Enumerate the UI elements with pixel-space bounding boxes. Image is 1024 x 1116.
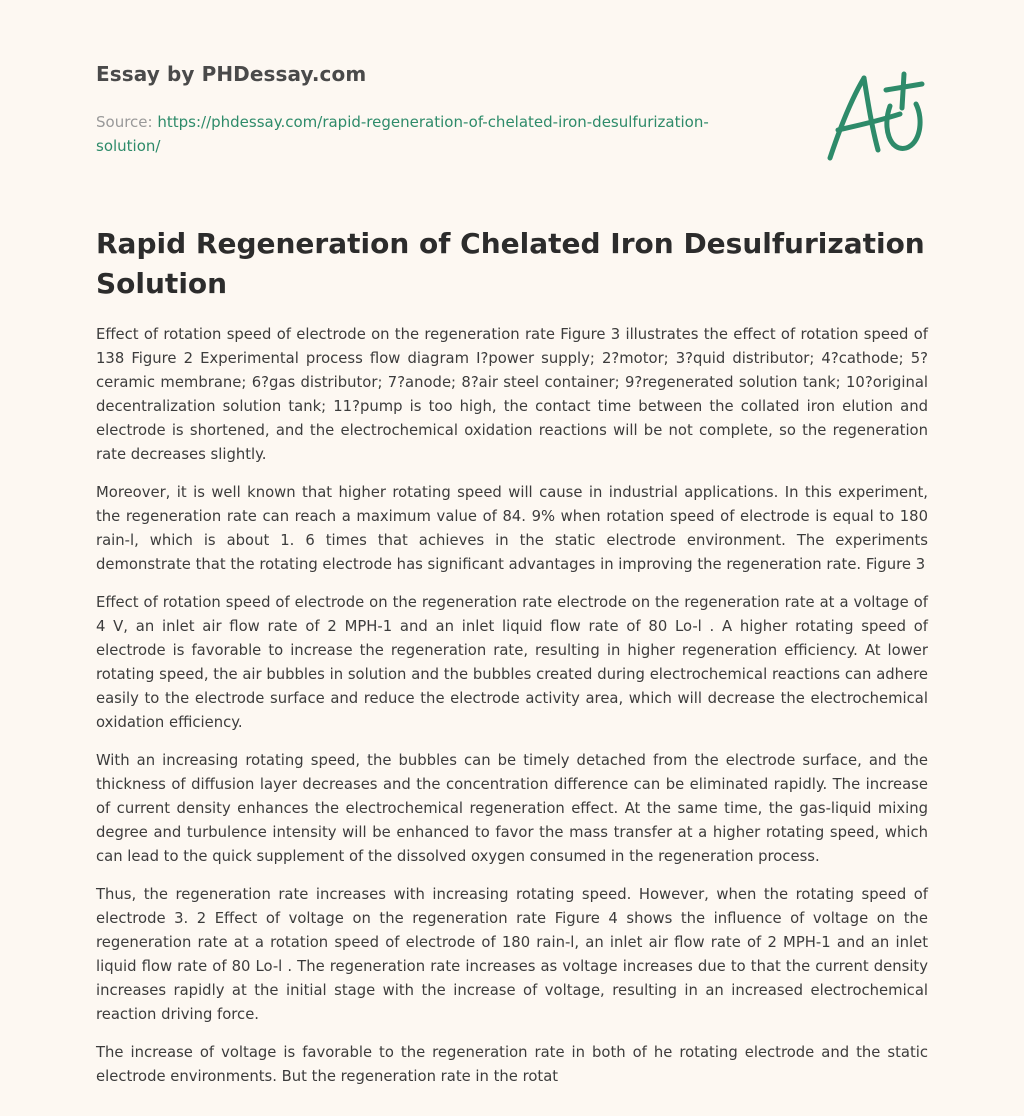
document-title: Rapid Regeneration of Chelated Iron Desulfurization Solution xyxy=(96,227,925,300)
paragraph: Effect of rotation speed of electrode on the regeneration rate electrode on the regeneration rate at a voltage of 4 V, an inlet air flow rate of 2 MPH-1 and an inlet liquid flow rate of 80 Lo-l . A higher rotating speed of electrode is favorable to increase the regeneration rate, resulting in higher regeneration efficiency. At lower rotating speed, the air bubbles in solution and the bubbles created during electrochemical reactions can adhere easily to the electrode surface and reduce the electrode activity area, which will decrease the electrochemical oxidation efficiency. xyxy=(96,594,928,731)
a-plus-logo-icon xyxy=(820,68,930,164)
paragraph: The increase of voltage is favorable to the regeneration rate in both of he rotating electrode and the static electrode environments. But the regeneration rate in the rotat xyxy=(96,1044,928,1085)
source-label: Source: xyxy=(96,113,153,131)
document-body xyxy=(96,323,928,1103)
paragraph: Moreover, it is well known that higher rotating speed will cause in industrial applications. In this experiment, the regeneration rate can reach a maximum value of 84. 9% when rotation speed of electrode is equal to 180 rain-l, which is about 1. 6 times that achieves in the static electrode environment. The experiments demonstrate that the rotating electrode has significant advantages in improving the regeneration rate. Figure 3 xyxy=(96,484,928,573)
source-line xyxy=(96,110,716,158)
paragraph: With an increasing rotating speed, the bubbles can be timely detached from the electrode surface, and the thickness of diffusion layer decreases and the concentration difference can be eliminated rapidly. The increase of current density enhances the electrochemical regeneration effect. At the same time, the gas-liquid mixing degree and turbulence intensity will be enhanced to favor the mass transfer at a higher rotating speed, which can lead to the quick supplement of the dissolved oxygen consumed in the regeneration process. xyxy=(96,752,928,865)
paragraph: Thus, the regeneration rate increases with increasing rotating speed. However, when the rotating speed of electrode 3. 2 Effect of voltage on the regeneration rate Figure 4 shows the influence of voltage on the regeneration rate at a rotation speed of electrode of 180 rain-l, an inlet air flow rate of 2 MPH-1 and an inlet liquid flow rate of 80 Lo-l . The regeneration rate increases as voltage increases due to that the current density increases rapidly at the initial stage with the increase of voltage, resulting in an increased electrochemical reaction driving force. xyxy=(96,886,928,1023)
paragraph: Effect of rotation speed of electrode on the regeneration rate Figure 3 illustrates the effect of rotation speed of 138 Figure 2 Experimental process flow diagram I?power supply; 2?motor; 3?quid distributor; 4?cathode; 5?ceramic membrane; 6?gas distributor; 7?anode; 8?air steel container; 9?regenerated solution tank; 10?original decentralization solution tank; 11?pump is too high, the contact time between the collated iron elution and electrode is shortened, and the electrochemical oxidation reactions will be not complete, so the regeneration rate decreases slightly. xyxy=(96,326,928,463)
source-link[interactable]: https://phdessay.com/rapid-regeneration-of-chelated-iron-desulfurization-solution/ xyxy=(96,113,709,155)
site-title: Essay by PHDessay.com xyxy=(96,62,367,86)
